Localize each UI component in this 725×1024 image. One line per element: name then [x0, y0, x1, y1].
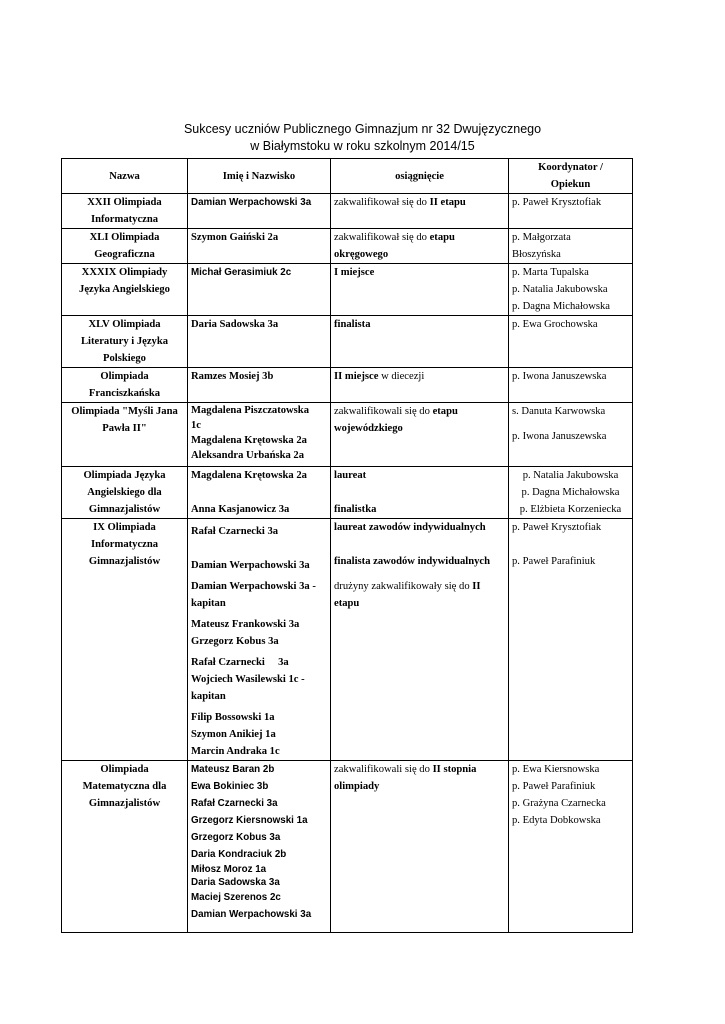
cell-imie: [188, 761, 331, 933]
osiag-bold: finalista zawodów indywidualnych: [334, 556, 490, 567]
koordynator-name: s. Danuta Karwowska: [512, 406, 606, 417]
table-row: [62, 316, 633, 368]
table-row: [62, 194, 633, 229]
student-name: Grzegorz Kobus 3a: [191, 636, 279, 647]
nazwa-line: Olimpiada "Myśli Jana: [71, 406, 178, 417]
nazwa-line: XLV Olimpiada: [88, 319, 161, 330]
table-row: [62, 761, 633, 933]
osiag-bold: laureat zawodów indywidualnych: [334, 522, 486, 533]
title-line-2: w Białymstoku w roku szkolnym 2014/15: [250, 139, 475, 153]
cell-koordynator: [509, 229, 633, 264]
cell-nazwa: [62, 316, 188, 368]
student-name: Rafał Czarnecki 3a: [191, 526, 279, 537]
student-name: Rafał Czarnecki 3a: [191, 657, 289, 668]
koordynator-name: p. Elżbieta Korzeniecka: [519, 504, 622, 515]
cell-koordynator: [509, 264, 633, 316]
nazwa-line: Matematyczna dla: [82, 781, 167, 792]
nazwa-line: XLI Olimpiada: [89, 232, 160, 243]
koordynator-name: p. Natalia Jakubowska: [522, 470, 619, 481]
osiag-line: [334, 403, 505, 420]
cell-osiagniecie: [331, 264, 509, 316]
cell-imie: [188, 229, 331, 264]
student-name: Szymon Anikiej 1a: [191, 729, 276, 740]
student-name: Damian Werpachowski 3a: [191, 197, 312, 208]
cell-osiagniecie: [331, 316, 509, 368]
nazwa-line: IX Olimpiada: [93, 522, 156, 533]
cell-nazwa: [62, 264, 188, 316]
student-name: Filip Bossowski 1a: [191, 712, 275, 723]
cell-osiagniecie: [331, 467, 509, 519]
cell-koordynator: [509, 761, 633, 933]
osiag-text: zakwalifikował się do: [334, 232, 430, 243]
cell-osiagniecie: [331, 229, 509, 264]
koordynator-name: p. Paweł Krysztofiak: [512, 197, 602, 208]
osiag-bold: I miejsce: [334, 267, 375, 278]
osiag-bold: II: [472, 581, 481, 592]
osiag-bold: finalistka: [334, 504, 377, 515]
cell-imie: [188, 467, 331, 519]
cell-nazwa: [62, 519, 188, 761]
osiag-text: zakwalifikowali się do: [334, 406, 433, 417]
student-name: Szymon Gaiński 2a: [191, 232, 279, 243]
koordynator-name: p. Iwona Januszewska: [512, 371, 607, 382]
student-name: Daria Sadowska 3a: [191, 877, 280, 888]
osiag-bold: II stopnia: [432, 764, 477, 775]
student-name: Wojciech Wasilewski 1c -: [191, 674, 305, 685]
osiag-bold: etapu: [432, 406, 458, 417]
student-name: Miłosz Moroz 1a: [191, 864, 267, 875]
nazwa-line: Olimpiada: [100, 371, 149, 382]
osiag-bold: finalista: [334, 319, 371, 330]
nazwa-line: Gimnazjalistów: [88, 556, 161, 567]
student-name: Damian Werpachowski 3a -: [191, 581, 316, 592]
table-header-row: [62, 159, 633, 194]
achievements-table: [61, 158, 633, 933]
osiag-text: drużyny zakwalifikowały się do: [334, 581, 473, 592]
cell-nazwa: [62, 403, 188, 467]
nazwa-line: XXII Olimpiada: [87, 197, 162, 208]
nazwa-line: Olimpiada: [100, 764, 149, 775]
koordynator-name: p. Grażyna Czarnecka: [512, 798, 606, 809]
osiag-bold: II miejsce: [334, 371, 379, 382]
student-name: Marcin Andraka 1c: [191, 746, 280, 757]
koordynator-name: Błoszyńska: [512, 249, 561, 260]
koordynator-name: p. Dagna Michałowska: [521, 487, 620, 498]
nazwa-line: Angielskiego dla: [87, 487, 162, 498]
nazwa-line: Gimnazjalistów: [88, 504, 161, 515]
cell-koordynator: [509, 194, 633, 229]
osiag-text: w diecezji: [378, 371, 425, 382]
student-name: 1c: [191, 420, 201, 431]
osiag-line: [334, 761, 505, 778]
cell-nazwa: [62, 229, 188, 264]
nazwa-line: Polskiego: [103, 353, 146, 364]
nazwa-line: Pawła II": [102, 423, 147, 434]
nazwa-line: Gimnazjalistów: [88, 798, 161, 809]
student-name: Damian Werpachowski 3a: [191, 909, 312, 920]
cell-nazwa: [62, 467, 188, 519]
cell-koordynator: [509, 403, 633, 467]
student-name: Magdalena Krętowska 2a: [191, 470, 307, 481]
title-line-1: Sukcesy uczniów Publicznego Gimnazjum nr 32 Dwujęzycznego: [183, 122, 542, 136]
nazwa-line: Informatyczna: [90, 214, 159, 225]
cell-imie: [188, 368, 331, 403]
student-name: Grzegorz Kiersnowski 1a: [191, 815, 308, 826]
student-name: Maciej Szerenos 2c: [191, 892, 281, 903]
header-nazwa: Nazwa: [62, 159, 188, 194]
osiag-bold: olimpiady: [334, 781, 380, 792]
cell-koordynator: [509, 316, 633, 368]
header-osiagniecie: osiągnięcie: [331, 159, 509, 194]
student-name: Anna Kasjanowicz 3a: [191, 504, 290, 515]
page-title: [0, 121, 725, 155]
cell-nazwa: [62, 368, 188, 403]
osiag-text: zakwalifikował się do: [334, 197, 430, 208]
cell-koordynator: [509, 467, 633, 519]
header-imie: Imię i Nazwisko: [188, 159, 331, 194]
osiag-line: [334, 194, 505, 211]
student-name: Damian Werpachowski 3a: [191, 560, 310, 571]
table-row: [62, 264, 633, 316]
cell-osiagniecie: [331, 519, 509, 761]
osiag-bold: laureat: [334, 470, 367, 481]
cell-imie: [188, 194, 331, 229]
cell-imie: [188, 316, 331, 368]
table-row: [62, 229, 633, 264]
koordynator-name: p. Małgorzata: [512, 232, 571, 243]
cell-imie: [188, 403, 331, 467]
osiag-line: [334, 229, 505, 246]
nazwa-line: Olimpiada Języka: [83, 470, 166, 481]
koordynator-name: p. Paweł Krysztofiak: [512, 522, 602, 533]
koordynator-name: p. Marta Tupalska: [512, 267, 589, 278]
student-name: Ewa Bokiniec 3b: [191, 781, 269, 792]
nazwa-line: XXXIX Olimpiady: [81, 267, 168, 278]
cell-imie: [188, 519, 331, 761]
osiag-line: [334, 578, 505, 595]
osiag-bold: II etapu: [429, 197, 466, 208]
osiag-bold: wojewódzkiego: [334, 423, 403, 434]
osiag-bold: etapu: [429, 232, 455, 243]
koordynator-name: p. Natalia Jakubowska: [512, 284, 608, 295]
table-row: [62, 368, 633, 403]
cell-koordynator: [509, 368, 633, 403]
koordynator-name: p. Iwona Januszewska: [512, 431, 607, 442]
student-name: kapitan: [191, 598, 226, 609]
student-name: Ramzes Mosiej 3b: [191, 371, 274, 382]
cell-osiagniecie: [331, 368, 509, 403]
cell-koordynator: [509, 519, 633, 761]
header-koordynator-line1: Koordynator /: [538, 162, 603, 173]
cell-osiagniecie: [331, 194, 509, 229]
student-name: Magdalena Krętowska 2a: [191, 435, 307, 446]
student-name: Mateusz Frankowski 3a: [191, 619, 300, 630]
osiag-bold: okręgowego: [334, 249, 389, 260]
student-name: Rafał Czarnecki 3a: [191, 798, 278, 809]
nazwa-line: Języka Angielskiego: [79, 284, 170, 295]
nazwa-line: Informatyczna: [90, 539, 159, 550]
header-koordynator: [509, 159, 633, 194]
nazwa-line: Literatury i Języka: [80, 336, 169, 347]
osiag-line: [334, 368, 505, 385]
header-koordynator-line2: Opiekun: [550, 179, 591, 190]
student-name: Magdalena Piszczatowska: [191, 405, 309, 416]
student-name: Grzegorz Kobus 3a: [191, 832, 281, 843]
student-name: Mateusz Baran 2b: [191, 764, 275, 775]
koordynator-name: p. Paweł Parafiniuk: [512, 781, 596, 792]
table-row: [62, 467, 633, 519]
osiag-text: zakwalifikowali się do: [334, 764, 433, 775]
cell-imie: [188, 264, 331, 316]
cell-osiagniecie: [331, 403, 509, 467]
osiag-bold: etapu: [334, 598, 360, 609]
cell-nazwa: [62, 761, 188, 933]
table-row: [62, 403, 633, 467]
student-name: Daria Kondraciuk 2b: [191, 849, 287, 860]
nazwa-line: Franciszkańska: [88, 388, 161, 399]
nazwa-line: Geograficzna: [94, 249, 155, 260]
koordynator-name: p. Dagna Michałowska: [512, 301, 610, 312]
koordynator-name: p. Edyta Dobkowska: [512, 815, 601, 826]
student-name: kapitan: [191, 691, 226, 702]
student-name: Michał Gerasimiuk 2c: [191, 267, 292, 278]
student-name: Aleksandra Urbańska 2a: [191, 450, 305, 461]
koordynator-name: p. Ewa Grochowska: [512, 319, 598, 330]
cell-nazwa: [62, 194, 188, 229]
koordynator-name: p. Ewa Kiersnowska: [512, 764, 600, 775]
koordynator-name: p. Paweł Parafiniuk: [512, 556, 596, 567]
student-name: Daria Sadowska 3a: [191, 319, 279, 330]
cell-osiagniecie: [331, 761, 509, 933]
table-row: [62, 519, 633, 761]
